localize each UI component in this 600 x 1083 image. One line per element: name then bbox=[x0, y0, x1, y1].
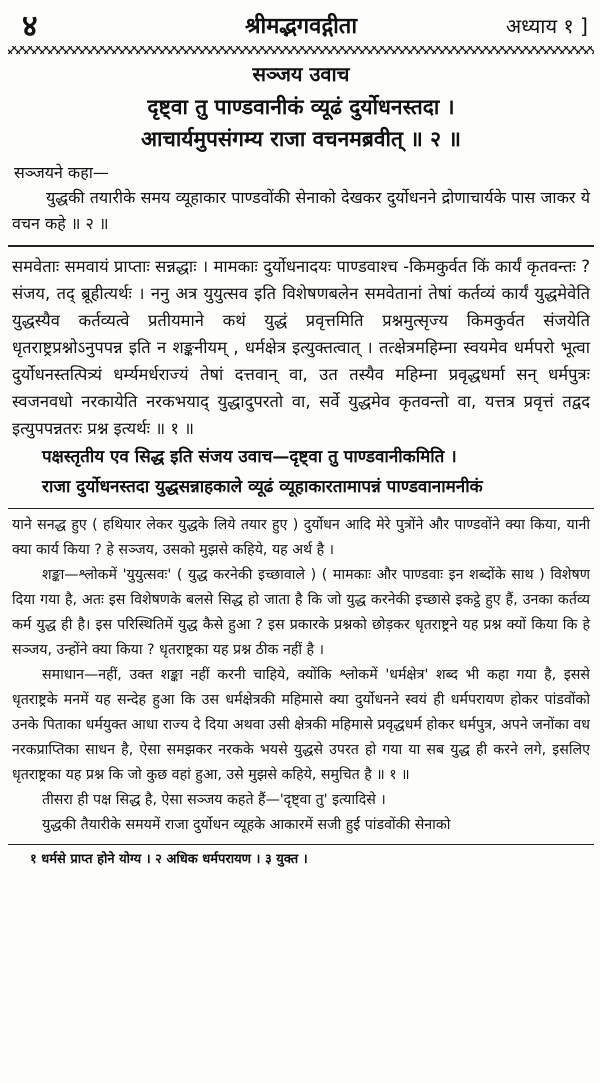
page-header bbox=[8, 0, 594, 44]
footnote: १ धर्मसे प्राप्त होने योग्य । २ अधिक धर्मपरायण । ३ युक्त । bbox=[30, 852, 308, 867]
translation-label: सञ्जयने कहा— bbox=[14, 163, 109, 182]
section-divider-2 bbox=[8, 508, 594, 509]
hindi-paragraph-1: याने सनद्ध हुए ( हथियार लेकर युद्धके लिये तयार हुए ) दुर्योधन आदि मेरे पुत्रोंने और पाण्डवोंने क्या किया, यानी क्या कार्य किया ? हे सञ्जय, उसको मुझसे कहिये, यह अर्थ है । bbox=[12, 517, 590, 558]
header-wavy-divider bbox=[8, 46, 594, 54]
chapter-label: अध्याय १ ] bbox=[505, 14, 588, 38]
translation-text: युद्धकी तयारीके समय व्यूहाकार पाण्डवोंकी सेनाको देखकर दुर्योधनने द्रोणाचार्यके पास जाकर ये वचन कहे ॥ २ ॥ bbox=[12, 188, 590, 233]
footnote-divider bbox=[8, 844, 594, 845]
verse-line-1: दृष्ट्वा तु पाण्डवानीकं व्यूढं दुर्योधनस्तदा । bbox=[147, 95, 455, 119]
hindi-commentary bbox=[12, 513, 590, 838]
verse-line-2: आचार्यमुपसंगम्य राजा वचनमब्रवीत् ॥ २ ॥ bbox=[141, 127, 461, 151]
hindi-paragraph-2: शङ्का—श्लोकमें 'युयुत्सवः' ( युद्ध करनेकी इच्छावाले ) ( मामकाः और पाण्डवाः इन शब्दोंके साथ ) विशेषण दिया गया है, अतः इस विशेषणके बलसे सिद्ध हो जाता है कि जो युद्ध करनेकी इच्छासे इकट्ठे हुए हैं, उनका कर्तव्य कर्म युद्ध ही है। इस परिस्थितिमें युद्ध कैसे हुआ ? इस प्रकारके प्रश्नको छोड़कर धृतराष्ट्रने यह प्रश्न क्यों किया कि हे सञ्जय, उन्होंने क्या किया ? धृतराष्ट्रका यह प्रश्न ठीक नहीं है । bbox=[12, 567, 590, 658]
section-divider bbox=[8, 245, 594, 247]
verse-speaker: सञ्जय उवाच bbox=[252, 62, 350, 86]
sanskrit-commentary: समवेताः समवायं प्राप्ताः सन्नद्धाः । मामकाः दुर्योधनादयः पाण्डवाश्च -किमकुर्वत किं कार्यं कृतवन्तः ? संजय, तद् ब्रूहीत्यर्थः । ननु अत्र युयुत्सव इति विशेषणबलेन समवेतानां तेषां कर्तव्यं कार्यं युद्धमेवेति युद्धस्यैव कर्तव्यत्वे प्रतीयमाने कथं युद्धं प्रवृत्तमिति प्रश्नमुत्सृज्य किमकुर्वत संजयेति धृतराष्ट्रप्रश्नोऽनुपपन्न इति न शङ्कनीयम् , धर्मक्षेत्र इत्युक्तत्वात् । तत्क्षेत्रमहिम्ना स्वयमेव धर्मपरो भूत्वा दुर्योधनस्तत्पित्र्यं धर्म्यमर्धराज्यं तेषां दत्तवान् वा, उत तस्यैव महिम्ना प्रवृद्धधर्मा सन् धर्मपुत्रः स्वजनवधो नरकायेति नरकभयाद् युद्धादुपरतो वा, सर्वे युद्धमेव कृतवन्तो वा, यत्तत्र प्रवृत्तं तद्वद इत्युपपन्नतरः प्रश्न इत्यर्थः ॥ १ ॥ bbox=[12, 257, 590, 438]
page-number: ४ bbox=[22, 9, 38, 44]
sanskrit-commentary-line-2: राजा दुर्योधनस्तदा युद्धसन्नाहकाले व्यूढं व्यूहाकारतामापन्नं पाण्डवानामनीकं bbox=[42, 477, 483, 497]
sanskrit-commentary-line-1: पक्षस्तृतीय एव सिद्ध इति संजय उवाच—दृष्ट्वा तु पाण्डवानीकमिति । bbox=[42, 447, 457, 467]
hindi-paragraph-5: युद्धकी तैयारीके समयमें राजा दुर्योधन व्यूहके आकारमें सजी हुई पांडवोंकी सेनाको bbox=[42, 817, 451, 833]
hindi-paragraph-3: समाधान—नहीं, उक्त शङ्का नहीं करनी चाहिये, क्योंकि श्लोकमें 'धर्मक्षेत्र' शब्द भी कहा गया है, इससे धृतराष्ट्रके मनमें यह सन्देह हुआ कि उस धर्मक्षेत्रकी महिमासे क्या दुर्योधनने स्वयं ही धर्मपरायण होकर पांडवोंको उनके पिताका धर्मयुक्त आधा राज्य दे दिया अथवा उसी क्षेत्रकी महिमासे प्रवृद्धधर्म होकर धर्मपुत्र, अपने जनोंका वध नरकप्राप्तिका साधन है, ऐसा समझकर नरकके भयसे युद्धसे उपरत हो गया या सब युद्ध ही करने लगे, इसलिए धृतराष्ट्रका यह प्रश्न कि जो कुछ वहां हुआ, उसे मुझसे कहिये, समुचित है ॥ १ ॥ bbox=[12, 667, 590, 783]
hindi-paragraph-4: तीसरा ही पक्ष सिद्ध है, ऐसा सञ्जय कहते हैं—'दृष्ट्वा तु' इत्यादिसे । bbox=[42, 792, 386, 808]
book-title: श्रीमद्भगवद्गीता bbox=[244, 14, 358, 39]
